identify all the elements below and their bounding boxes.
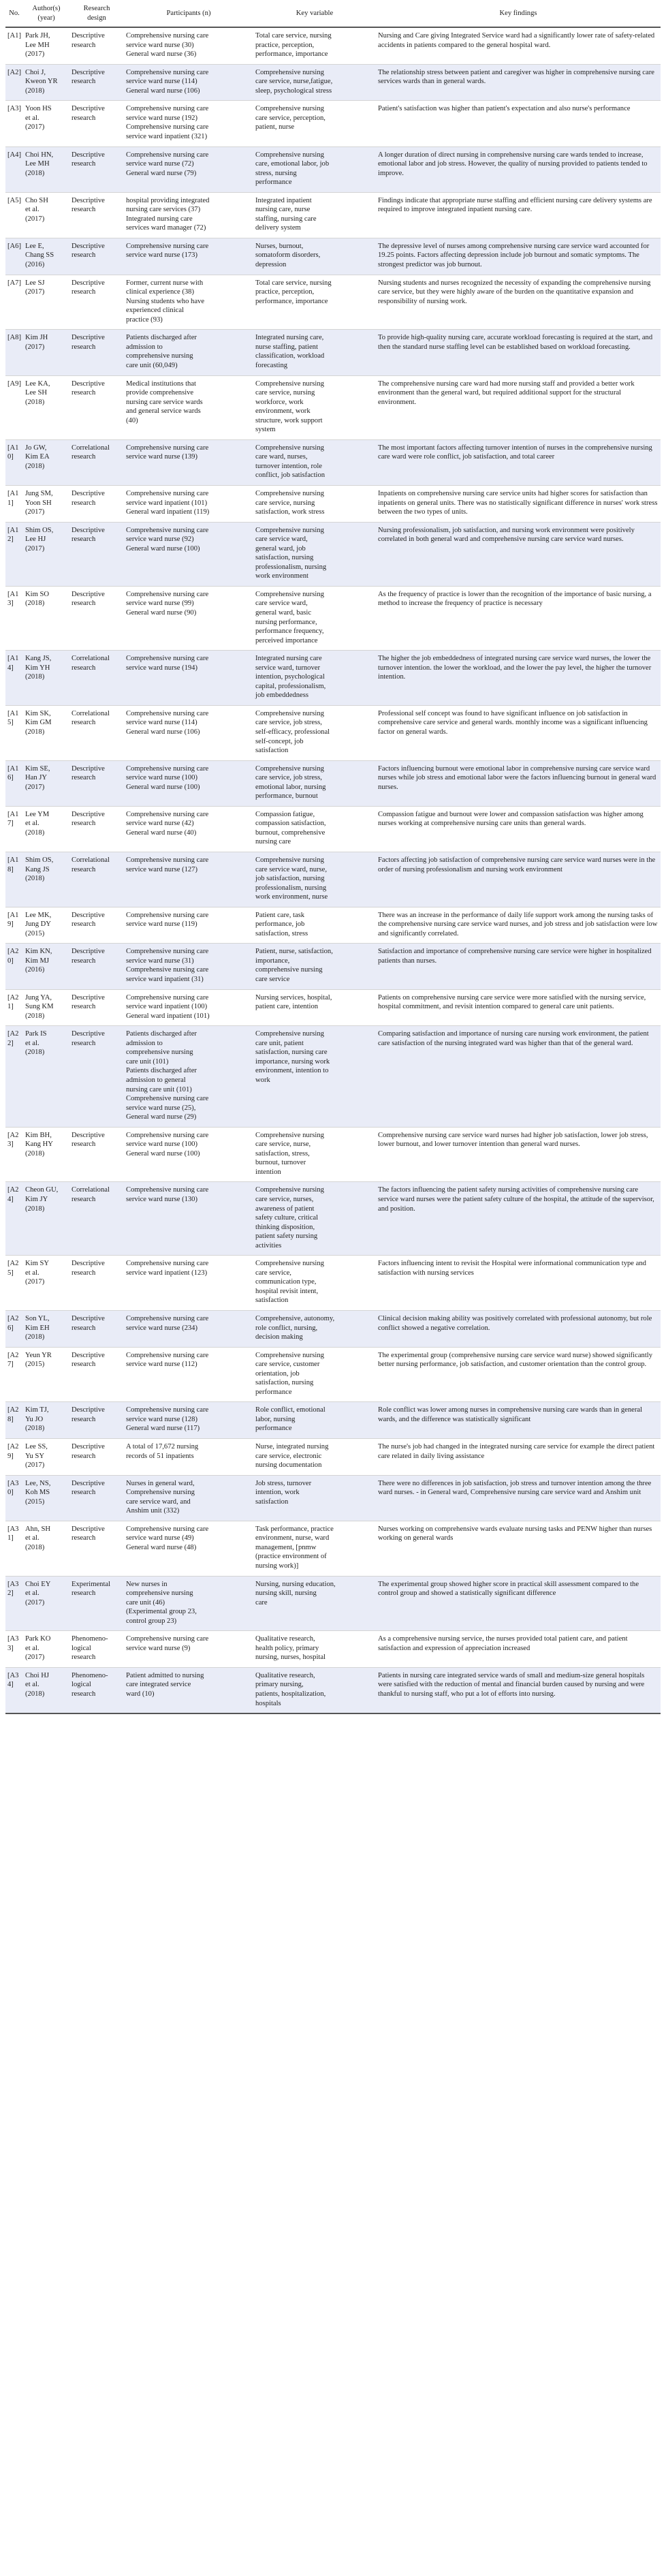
table-row [5, 439, 661, 485]
cell-author-year: Shim OS, Kang JS (2018) [23, 852, 69, 907]
cell-research-design: Descriptive research [69, 146, 124, 192]
cell-research-design: Descriptive research [69, 1402, 124, 1439]
cell-key-findings: There were no differences in job satisfaction, job stress and turnover intention among the three ward nurses. - in General ward, Comprehensive nursing care service ward and Anshim unit [376, 1475, 661, 1521]
table-row [5, 705, 661, 760]
cell-key-variable: Compassion fatigue, compassion satisfaction, burnout, comprehensive nursing care [253, 806, 376, 852]
cell-no: [A5] [5, 192, 23, 238]
table-row [5, 1402, 661, 1439]
literature-review-table [5, 1, 661, 1714]
cell-key-findings: Nurses working on comprehensive wards evaluate nursing tasks and PENW higher than nurses working on general wards [376, 1521, 661, 1576]
cell-participants: Comprehensive nursing care service ward nurse (139) [124, 439, 253, 485]
cell-participants: Comprehensive nursing care service ward nurse (114) General ward nurse (106) [124, 705, 253, 760]
cell-author-year: Choi HN, Lee MH (2018) [23, 146, 69, 192]
cell-participants: Comprehensive nursing care service ward nurse (127) [124, 852, 253, 907]
cell-participants: Comprehensive nursing care service ward nurse (234) [124, 1310, 253, 1347]
table-row [5, 907, 661, 944]
table-row [5, 1256, 661, 1311]
cell-key-findings: A longer duration of direct nursing in comprehensive nursing care wards tended to increase, emotional labor and job stress. However, the quality of nursing provided to patients tended to improve. [376, 146, 661, 192]
cell-participants: Patient admitted to nursing care integrated service ward (10) [124, 1667, 253, 1713]
table-row [5, 1576, 661, 1631]
cell-author-year: Kim KN, Kim MJ (2016) [23, 944, 69, 989]
cell-no: [A1] [5, 27, 23, 64]
cell-key-findings: Comprehensive nursing care service ward nurses had higher job satisfaction, lower job stress, lower burnout, and lower turnover intention than general ward nurses. [376, 1127, 661, 1182]
cell-key-variable: Nurses, burnout, somatoform disorders, depression [253, 238, 376, 275]
cell-participants: Comprehensive nursing care service ward nurse (173) [124, 238, 253, 275]
cell-author-year: Kim BH, Kang HY (2018) [23, 1127, 69, 1182]
cell-no: [A10] [5, 439, 23, 485]
cell-research-design: Descriptive research [69, 275, 124, 330]
cell-author-year: Jung SM, Yoon SH (2017) [23, 485, 69, 522]
cell-no: [A12] [5, 522, 23, 586]
cell-research-design: Descriptive research [69, 760, 124, 806]
cell-research-design: Descriptive research [69, 1439, 124, 1476]
table-row [5, 1475, 661, 1521]
cell-no: [A30] [5, 1475, 23, 1521]
cell-key-variable: Comprehensive nursing care service, job stress, self-efficacy, professional self-concept, job satisfaction [253, 705, 376, 760]
cell-research-design: Descriptive research [69, 907, 124, 944]
cell-author-year: Lee YM et al. (2018) [23, 806, 69, 852]
cell-author-year: Lee SJ (2017) [23, 275, 69, 330]
table-row [5, 101, 661, 146]
cell-author-year: Lee E, Chang SS (2016) [23, 238, 69, 275]
cell-research-design: Descriptive research [69, 485, 124, 522]
table-row [5, 944, 661, 989]
cell-no: [A16] [5, 760, 23, 806]
table-header [5, 1, 661, 27]
cell-key-findings: The relationship stress between patient and caregiver was higher in comprehensive nursing care services wards than in general wards. [376, 64, 661, 101]
cell-research-design: Descriptive research [69, 1475, 124, 1521]
header-key-variable: Key variable [253, 1, 376, 27]
cell-no: [A34] [5, 1667, 23, 1713]
cell-no: [A4] [5, 146, 23, 192]
cell-no: [A32] [5, 1576, 23, 1631]
cell-author-year: Lee MK, Jung DY (2015) [23, 907, 69, 944]
table-row [5, 760, 661, 806]
cell-participants: A total of 17,672 nursing records of 51 inpatients [124, 1439, 253, 1476]
cell-no: [A18] [5, 852, 23, 907]
cell-no: [A31] [5, 1521, 23, 1576]
cell-no: [A14] [5, 651, 23, 706]
cell-author-year: Kim SY et al. (2017) [23, 1256, 69, 1311]
table-row [5, 146, 661, 192]
cell-research-design: Descriptive research [69, 1256, 124, 1311]
cell-research-design: Descriptive research [69, 101, 124, 146]
cell-participants: Former, current nurse with clinical experience (38) Nursing students who have experienced clinical practice (93) [124, 275, 253, 330]
table-row [5, 1182, 661, 1256]
header-participants: Participants (n) [124, 1, 253, 27]
cell-participants: Comprehensive nursing care service ward nurse (128) General ward nurse (117) [124, 1402, 253, 1439]
cell-key-variable: Role conflict, emotional labor, nursing performance [253, 1402, 376, 1439]
table-row [5, 1521, 661, 1576]
cell-participants: Comprehensive nursing care service ward nurse (92) General ward nurse (100) [124, 522, 253, 586]
cell-no: [A9] [5, 375, 23, 439]
cell-key-findings: The factors influencing the patient safety nursing activities of comprehensive nursing care service ward nurses were the patient safety culture of the hospital, the attitude of the supervisor, and position. [376, 1182, 661, 1256]
cell-key-findings: As a comprehensive nursing service, the nurses provided total patient care, and patient satisfaction and expression of appreciation increased [376, 1631, 661, 1668]
cell-no: [A13] [5, 586, 23, 650]
cell-author-year: Choi EY et al. (2017) [23, 1576, 69, 1631]
cell-key-variable: Comprehensive nursing care service, nurse, satisfaction, stress, burnout, turnover intention [253, 1127, 376, 1182]
table-row [5, 485, 661, 522]
cell-key-variable: Comprehensive nursing care unit, patient satisfaction, nursing care importance, nursing work environment, intention to work [253, 1026, 376, 1127]
cell-key-findings: Comparing satisfaction and importance of nursing care nursing work environment, the patient care satisfaction of the nursing integrated ward was higher than that of the general ward. [376, 1026, 661, 1127]
cell-research-design: Correlational research [69, 705, 124, 760]
cell-research-design: Phenomeno- logical research [69, 1667, 124, 1713]
cell-key-variable: Comprehensive nursing care service ward, general ward, basic nursing performance, performance frequency, perceived importance [253, 586, 376, 650]
cell-author-year: Jo GW, Kim EA (2018) [23, 439, 69, 485]
cell-key-findings: The experimental group showed higher score in practical skill assessment compared to the control group and showed a statistically significant difference [376, 1576, 661, 1631]
cell-key-findings: Satisfaction and importance of comprehensive nursing care service were higher in hospitalized patients than nurses. [376, 944, 661, 989]
header-author-year: Author(s) (year) [23, 1, 69, 27]
table-row [5, 1026, 661, 1127]
table-row [5, 989, 661, 1026]
cell-key-variable: Comprehensive nursing care service, nursing satisfaction, work stress [253, 485, 376, 522]
cell-participants: hospital providing integrated nursing care services (37) Integrated nursing care services ward manager (72) [124, 192, 253, 238]
cell-no: [A20] [5, 944, 23, 989]
table-row [5, 1127, 661, 1182]
cell-key-findings: Patients on comprehensive nursing care service were more satisfied with the nursing service, hospital commitment, and revisit intention compared to general care unit patients. [376, 989, 661, 1026]
cell-key-variable: Comprehensive nursing care, emotional labor, job stress, nursing performance [253, 146, 376, 192]
cell-key-variable: Comprehensive nursing care service, nurse,fatigue, sleep, psychological stress [253, 64, 376, 101]
cell-key-variable: Comprehensive, autonomy, role conflict, nursing, decision making [253, 1310, 376, 1347]
cell-participants: Nurses in general ward, Comprehensive nursing care service ward, and Anshim unit (332) [124, 1475, 253, 1521]
cell-participants: Comprehensive nursing care service ward inpatient (101) General ward inpatient (119) [124, 485, 253, 522]
cell-participants: Comprehensive nursing care service ward nurse (42) General ward nurse (40) [124, 806, 253, 852]
header-no: No. [5, 1, 23, 27]
cell-author-year: Kang JS, Kim YH (2018) [23, 651, 69, 706]
table-row [5, 1310, 661, 1347]
cell-research-design: Descriptive research [69, 522, 124, 586]
table-row [5, 275, 661, 330]
cell-no: [A25] [5, 1256, 23, 1311]
cell-key-findings: The nurse's job had changed in the integrated nursing care service for example the direct patient care related in daily living assistance [376, 1439, 661, 1476]
cell-key-variable: Total care service, nursing practice, perception, performance, importance [253, 275, 376, 330]
cell-no: [A26] [5, 1310, 23, 1347]
cell-key-findings: Inpatients on comprehensive nursing care service units had higher scores for satisfaction than inpatients on general units. There was no statistically significant difference in nurses' work stress between the two types of units. [376, 485, 661, 522]
cell-author-year: Lee, NS, Koh MS (2015) [23, 1475, 69, 1521]
cell-no: [A3] [5, 101, 23, 146]
cell-no: [A6] [5, 238, 23, 275]
cell-research-design: Descriptive research [69, 64, 124, 101]
cell-key-findings: Nursing and Care giving Integrated Service ward had a significantly lower rate of safety-related accidents in patients compared to the general hospital ward. [376, 27, 661, 64]
cell-key-findings: Professional self concept was found to have significant influence on job satisfaction in comprehensive care service and general wards. monthly income was a significant influencing factor on general wards. [376, 705, 661, 760]
cell-key-findings: Patient's satisfaction was higher than patient's expectation and also nurse's performance [376, 101, 661, 146]
cell-key-variable: Comprehensive nursing care service, job stress, emotional labor, nursing performance, burnout [253, 760, 376, 806]
table-row [5, 1667, 661, 1713]
cell-research-design: Descriptive research [69, 806, 124, 852]
cell-research-design: Descriptive research [69, 1026, 124, 1127]
cell-research-design: Correlational research [69, 651, 124, 706]
cell-participants: Comprehensive nursing care service ward nurse (99) General ward nurse (90) [124, 586, 253, 650]
cell-key-findings: Factors influencing intent to revisit the Hospital were informational communication type and satisfaction with nursing services [376, 1256, 661, 1311]
cell-key-findings: As the frequency of practice is lower than the recognition of the importance of basic nursing, a method to increase the frequency of practice is necessary [376, 586, 661, 650]
cell-author-year: Yoon HS et al. (2017) [23, 101, 69, 146]
cell-author-year: Choi HJ et al. (2018) [23, 1667, 69, 1713]
cell-key-variable: Comprehensive nursing care ward, nurses, turnover intention, role conflict, job satisfaction [253, 439, 376, 485]
cell-research-design: Descriptive research [69, 375, 124, 439]
table-row [5, 806, 661, 852]
cell-no: [A19] [5, 907, 23, 944]
cell-no: [A2] [5, 64, 23, 101]
cell-author-year: Cheon GU, Kim JY (2018) [23, 1182, 69, 1256]
cell-key-variable: Comprehensive nursing care service, nursing workforce, work environment, work structure, work support system [253, 375, 376, 439]
cell-key-findings: Nursing students and nurses recognized the necessity of expanding the comprehensive nursing care service, but they were highly aware of the burden on the quantitative expansion and responsibility of nursing work. [376, 275, 661, 330]
cell-research-design: Descriptive research [69, 238, 124, 275]
cell-key-variable: Comprehensive nursing care service, customer orientation, job satisfaction, nursing performance [253, 1347, 376, 1402]
cell-key-findings: Factors affecting job satisfaction of comprehensive nursing care service ward nurses were in the order of nursing professionalism and nursing work environment [376, 852, 661, 907]
cell-key-findings: The comprehensive nursing care ward had more nursing staff and provided a better work environment than the general ward, but required additional support for the structural environment. [376, 375, 661, 439]
table-row [5, 852, 661, 907]
cell-participants: Patients discharged after admission to comprehensive nursing care unit (60,049) [124, 330, 253, 375]
cell-key-variable: Integrated nursing care service ward, turnover intention, psychological capital, professionalism, job embeddedness [253, 651, 376, 706]
cell-participants: Comprehensive nursing care service ward nurse (100) General ward nurse (100) [124, 760, 253, 806]
cell-key-variable: Integrated nursing care, nurse staffing, patient classification, workload forecasting [253, 330, 376, 375]
cell-author-year: Kim SE, Han JY (2017) [23, 760, 69, 806]
cell-no: [A33] [5, 1631, 23, 1668]
cell-no: [A11] [5, 485, 23, 522]
cell-key-variable: Qualitative research, primary nursing, patients, hospitalization, hospitals [253, 1667, 376, 1713]
table-body [5, 27, 661, 1713]
cell-research-design: Descriptive research [69, 1127, 124, 1182]
cell-key-variable: Comprehensive nursing care service, communication type, hospital revisit intent, satisfaction [253, 1256, 376, 1311]
cell-participants: Comprehensive nursing care service ward nurse (112) [124, 1347, 253, 1402]
cell-author-year: Park KO et al. (2017) [23, 1631, 69, 1668]
cell-author-year: Kim SK, Kim GM (2018) [23, 705, 69, 760]
cell-research-design: Experimental research [69, 1576, 124, 1631]
cell-author-year: Kim SO (2018) [23, 586, 69, 650]
cell-research-design: Phenomeno- logical research [69, 1631, 124, 1668]
cell-key-variable: Comprehensive nursing care service, nurses, awareness of patient safety culture, critical thinking disposition, patient safety nursing activities [253, 1182, 376, 1256]
header-research-design: Research design [69, 1, 124, 27]
cell-key-findings: Compassion fatigue and burnout were lower and compassion satisfaction was higher among nurses working at comprehensive nursing care units than general wards. [376, 806, 661, 852]
cell-key-findings: To provide high-quality nursing care, accurate workload forecasting is required at the start, and then the standard nurse staffing level can be established based on workload forecasting. [376, 330, 661, 375]
table-row [5, 586, 661, 650]
cell-key-variable: Job stress, turnover intention, work satisfaction [253, 1475, 376, 1521]
cell-research-design: Descriptive research [69, 989, 124, 1026]
cell-participants: Comprehensive nursing care service ward nurse (100) General ward nurse (100) [124, 1127, 253, 1182]
cell-key-variable: Comprehensive nursing care service ward, general ward, job satisfaction, nursing professionalism, nursing work environment [253, 522, 376, 586]
cell-research-design: Descriptive research [69, 330, 124, 375]
cell-no: [A22] [5, 1026, 23, 1127]
cell-no: [A27] [5, 1347, 23, 1402]
cell-key-findings: The higher the job embeddedness of integrated nursing care service ward nurses, the lower the turnover intention. the lower the workload, and the lower the pay level, the higher the turnover intention. [376, 651, 661, 706]
cell-no: [A24] [5, 1182, 23, 1256]
cell-research-design: Descriptive research [69, 27, 124, 64]
table-row [5, 238, 661, 275]
cell-key-findings: Patients in nursing care integrated service wards of small and medium-size general hospitals were satisfied with the reduction of mental and financial burden caused by nursing and were thankful to nursing staff, who put a lot of efforts into nursing. [376, 1667, 661, 1713]
cell-research-design: Correlational research [69, 852, 124, 907]
cell-key-variable: Nursing, nursing education, nursing skill, nursing care [253, 1576, 376, 1631]
cell-participants: Comprehensive nursing care service ward nurse (30) General ward nurse (36) [124, 27, 253, 64]
cell-participants: Comprehensive nursing care service ward nurse (130) [124, 1182, 253, 1256]
cell-key-variable: Nurse, integrated nursing care service, electronic nursing documentation [253, 1439, 376, 1476]
cell-no: [A29] [5, 1439, 23, 1476]
cell-key-variable: Total care service, nursing practice, perception, performance, importance [253, 27, 376, 64]
cell-author-year: Yeun YR (2015) [23, 1347, 69, 1402]
cell-author-year: Choi J, Kweon YR (2018) [23, 64, 69, 101]
table-row [5, 64, 661, 101]
cell-research-design: Descriptive research [69, 1310, 124, 1347]
cell-no: [A23] [5, 1127, 23, 1182]
cell-research-design: Descriptive research [69, 944, 124, 989]
table-row [5, 1439, 661, 1476]
cell-no: [A7] [5, 275, 23, 330]
table-row [5, 375, 661, 439]
cell-no: [A28] [5, 1402, 23, 1439]
cell-key-findings: Clinical decision making ability was positively correlated with professional autonomy, but role conflict showed a negative correlation. [376, 1310, 661, 1347]
cell-key-findings: The depressive level of nurses among comprehensive nursing care service ward accounted for 19.25 points. Factors affecting depression include job burnout and somatic symptoms. The strongest predictor was job burnout. [376, 238, 661, 275]
cell-author-year: Lee KA, Lee SH (2018) [23, 375, 69, 439]
cell-participants: Medical institutions that provide comprehensive nursing care service wards and general service wards (40) [124, 375, 253, 439]
table-row [5, 1631, 661, 1668]
cell-key-variable: Task performance, practice environment, nurse, ward management, [pnmw (practice environment of nursing work)] [253, 1521, 376, 1576]
cell-key-variable: Integrated inpatient nursing care, nurse staffing, nursing care delivery system [253, 192, 376, 238]
cell-participants: Comprehensive nursing care service ward nurse (114) General ward nurse (106) [124, 64, 253, 101]
table-row [5, 192, 661, 238]
cell-key-variable: Comprehensive nursing care service, perception, patient, nurse [253, 101, 376, 146]
cell-participants: Comprehensive nursing care service ward nurse (119) [124, 907, 253, 944]
cell-key-findings: Factors influencing burnout were emotional labor in comprehensive nursing care service ward nurses while job stress and emotional labor were the factors influencing burnout in general ward nurses. [376, 760, 661, 806]
cell-participants: Comprehensive nursing care service ward nurse (192) Comprehensive nursing care service ward inpatient (321) [124, 101, 253, 146]
cell-participants: Patients discharged after admission to comprehensive nursing care unit (101) Patients discharged after admission to general nursing care unit (101) Comprehensive nursing care service ward nurse (25), General ward nurse (29) [124, 1026, 253, 1127]
cell-participants: Comprehensive nursing care service ward nurse (49) General ward nurse (48) [124, 1521, 253, 1576]
cell-key-variable: Patient, nurse, satisfaction, importance, comprehensive nursing care service [253, 944, 376, 989]
cell-research-design: Descriptive research [69, 1347, 124, 1402]
cell-author-year: Kim JH (2017) [23, 330, 69, 375]
cell-key-findings: The most important factors affecting turnover intention of nurses in the comprehensive nursing care ward were role conflict, job satisfaction, and total career [376, 439, 661, 485]
cell-key-findings: There was an increase in the performance of daily life support work among the nursing tasks of the comprehensive nursing care service ward nurses, and job stress and job satisfaction were low and significantly correlated. [376, 907, 661, 944]
cell-research-design: Descriptive research [69, 1521, 124, 1576]
header-row [5, 1, 661, 27]
table-row [5, 651, 661, 706]
cell-author-year: Kim TJ, Yu JO (2018) [23, 1402, 69, 1439]
cell-research-design: Correlational research [69, 1182, 124, 1256]
cell-author-year: Son YL, Kim EH (2018) [23, 1310, 69, 1347]
cell-research-design: Correlational research [69, 439, 124, 485]
cell-key-findings: Nursing professionalism, job satisfaction, and nursing work environment were positively correlated in both general ward and comprehensive nursing care service ward nurses. [376, 522, 661, 586]
cell-research-design: Descriptive research [69, 192, 124, 238]
table-container [5, 0, 661, 1714]
cell-key-findings: Findings indicate that appropriate nurse staffing and efficient nursing care delivery systems are required to improve integrated inpatient nursing care. [376, 192, 661, 238]
cell-author-year: Ahn, SH et al. (2018) [23, 1521, 69, 1576]
cell-participants: Comprehensive nursing care service ward nurse (194) [124, 651, 253, 706]
cell-author-year: Jung YA, Sung KM (2018) [23, 989, 69, 1026]
cell-participants: Comprehensive nursing care service ward nurse (31) Comprehensive nursing care service ward inpatient (31) [124, 944, 253, 989]
cell-key-variable: Qualitative research, health policy, primary nursing, nurses, hospital [253, 1631, 376, 1668]
cell-participants: New nurses in comprehensive nursing care unit (46) (Experimental group 23, control group 23) [124, 1576, 253, 1631]
table-row [5, 522, 661, 586]
cell-key-variable: Comprehensive nursing care service ward, nurse, job satisfaction, nursing professionalism, nursing work environment, nurse [253, 852, 376, 907]
cell-participants: Comprehensive nursing care service ward nurse (72) General ward nurse (79) [124, 146, 253, 192]
table-row [5, 330, 661, 375]
cell-no: [A15] [5, 705, 23, 760]
cell-author-year: Park IS et al. (2018) [23, 1026, 69, 1127]
cell-no: [A8] [5, 330, 23, 375]
cell-participants: Comprehensive nursing care service ward inpatient (123) [124, 1256, 253, 1311]
cell-author-year: Park JH, Lee MH (2017) [23, 27, 69, 64]
cell-no: [A17] [5, 806, 23, 852]
cell-key-findings: The experimental group (comprehensive nursing care service ward nurse) showed significantly better nursing performance, job satisfaction, and customer orientation than the control group. [376, 1347, 661, 1402]
table-row [5, 27, 661, 64]
cell-participants: Comprehensive nursing care service ward nurse (9) [124, 1631, 253, 1668]
cell-research-design: Descriptive research [69, 586, 124, 650]
cell-author-year: Shim OS, Lee HJ (2017) [23, 522, 69, 586]
cell-participants: Comprehensive nursing care service ward inpatient (100) General ward inpatient (101) [124, 989, 253, 1026]
cell-author-year: Lee SS, Yu SY (2017) [23, 1439, 69, 1476]
cell-author-year: Cho SH et al. (2017) [23, 192, 69, 238]
cell-key-findings: Role conflict was lower among nurses in comprehensive nursing care wards than in general wards, and the difference was statistically significant [376, 1402, 661, 1439]
table-row [5, 1347, 661, 1402]
cell-key-variable: Patient care, task performance, job satisfaction, stress [253, 907, 376, 944]
cell-no: [A21] [5, 989, 23, 1026]
cell-key-variable: Nursing services, hospital, patient care, intention [253, 989, 376, 1026]
header-key-findings: Key findings [376, 1, 661, 27]
